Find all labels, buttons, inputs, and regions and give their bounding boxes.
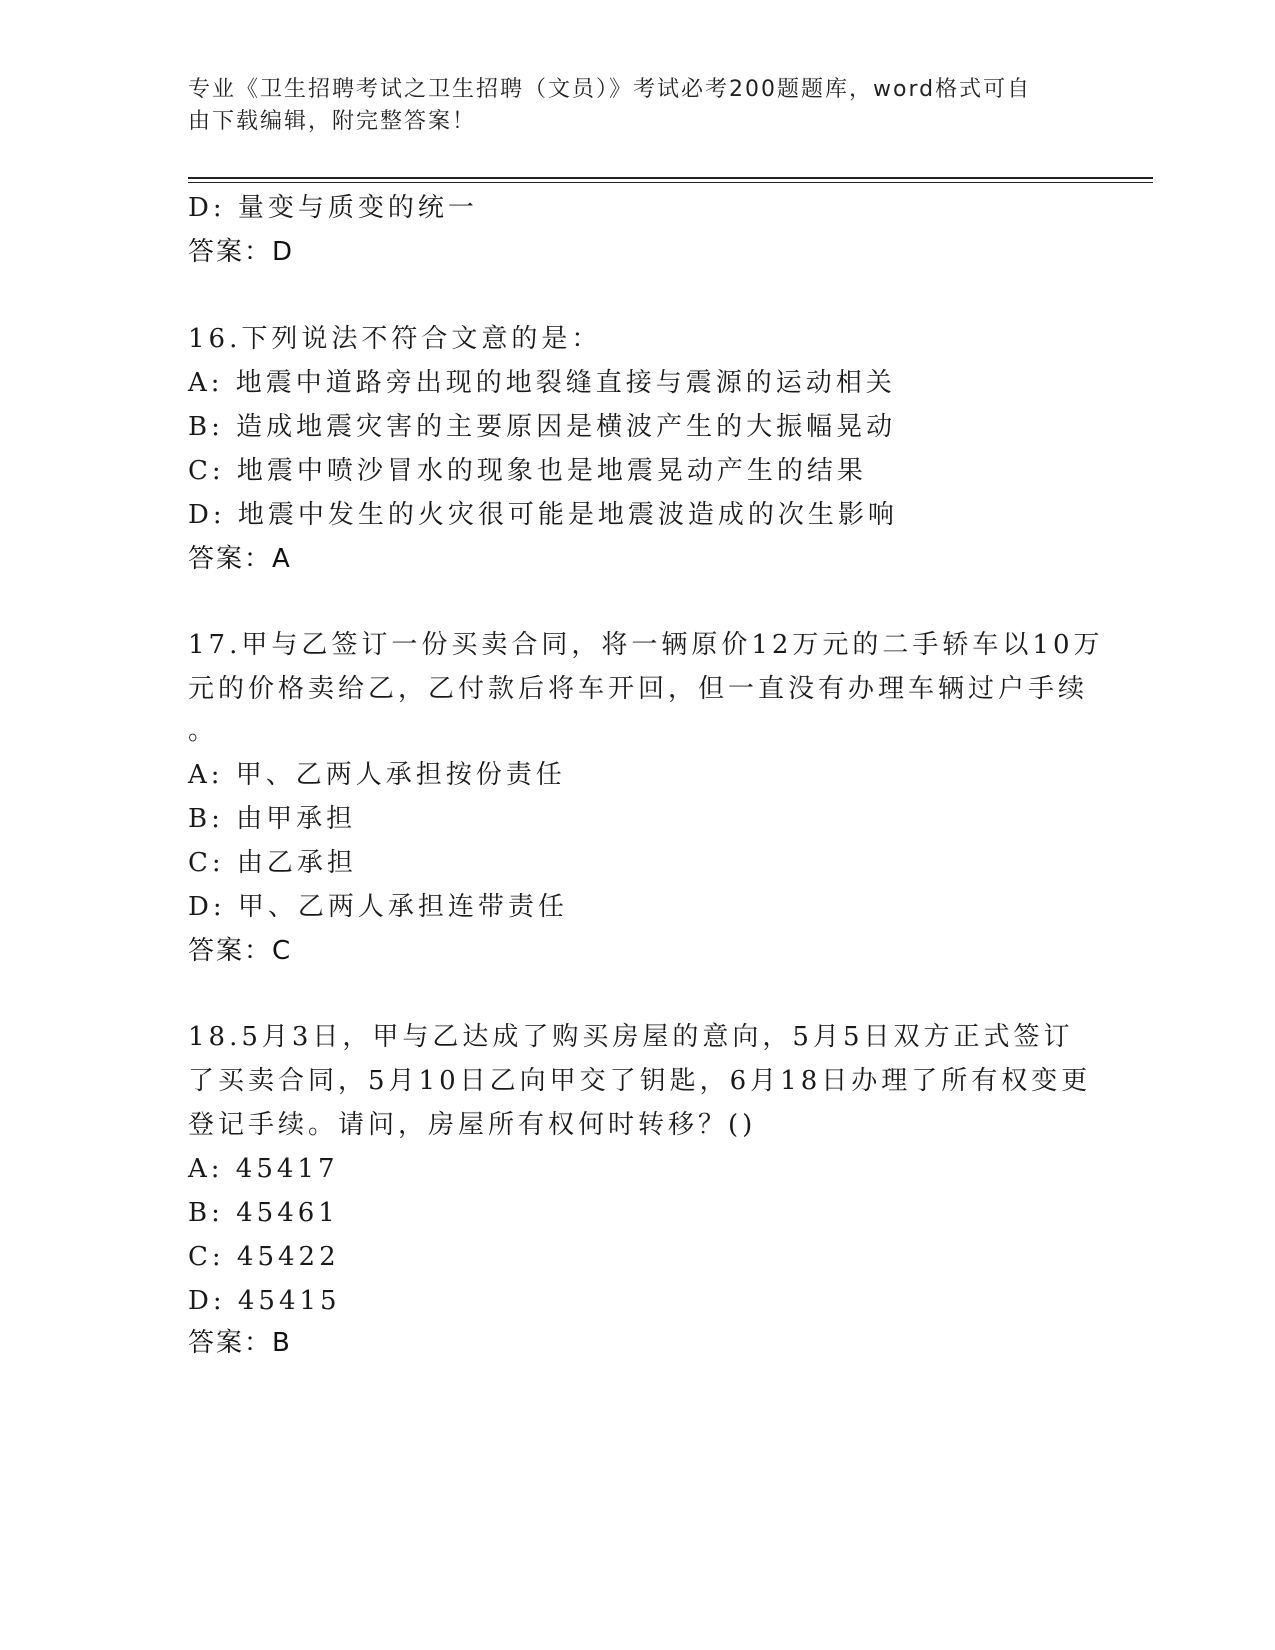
q18-stem-line-2: 了买卖合同，5月10日乙向甲交了钥匙，6月18日办理了所有权变更 [188,1066,1092,1096]
prev-option-d: D: 量变与质变的统一 [188,193,478,223]
q17-answer: 答案：C [188,936,293,966]
q17-option-b: B: 由甲承担 [188,804,357,834]
q18-stem-line-1: 18.5月3日，甲与乙达成了购买房屋的意向，5月5日双方正式签订 [188,1022,1074,1052]
q18-answer: 答案：B [188,1328,292,1358]
header-divider-thick [188,177,1153,179]
header-line-2: 由下载编辑，附完整答案！ [188,109,477,134]
q16-option-a: A: 地震中道路旁出现的地裂缝直接与震源的运动相关 [188,368,896,398]
q18-option-a: A: 45417 [188,1154,339,1184]
q18-option-d: D: 45415 [188,1286,341,1316]
q17-stem-line-3: 。 [188,716,219,746]
header-line-1: 专业《卫生招聘考试之卫生招聘（文员）》考试必考200题题库，word格式可自 [188,77,1032,102]
prev-answer: 答案：D [188,237,295,267]
q17-option-d: D: 甲、乙两人承担连带责任 [188,892,568,922]
q18-stem-line-3: 登记手续。请问，房屋所有权何时转移？() [188,1110,757,1140]
q17-option-c: C: 由乙承担 [188,848,357,878]
q16-option-c: C: 地震中喷沙冒水的现象也是地震晃动产生的结果 [188,456,867,486]
header-divider-thin [188,182,1153,183]
q16-stem: 16.下列说法不符合文意的是： [188,324,602,354]
q18-option-b: B: 45461 [188,1198,339,1228]
q16-option-d: D: 地震中发生的火灾很可能是地震波造成的次生影响 [188,500,898,530]
q16-option-b: B: 造成地震灾害的主要原因是横波产生的大振幅晃动 [188,412,897,442]
q18-option-c: C: 45422 [188,1242,340,1272]
document-header [188,74,1068,138]
q17-stem-line-1: 17.甲与乙签订一份买卖合同，将一辆原价12万元的二手轿车以10万 [188,630,1104,660]
q17-option-a: A: 甲、乙两人承担按份责任 [188,760,566,790]
q17-stem-line-2: 元的价格卖给乙，乙付款后将车开回，但一直没有办理车辆过户手续 [188,674,1089,704]
q16-answer: 答案：A [188,544,292,574]
